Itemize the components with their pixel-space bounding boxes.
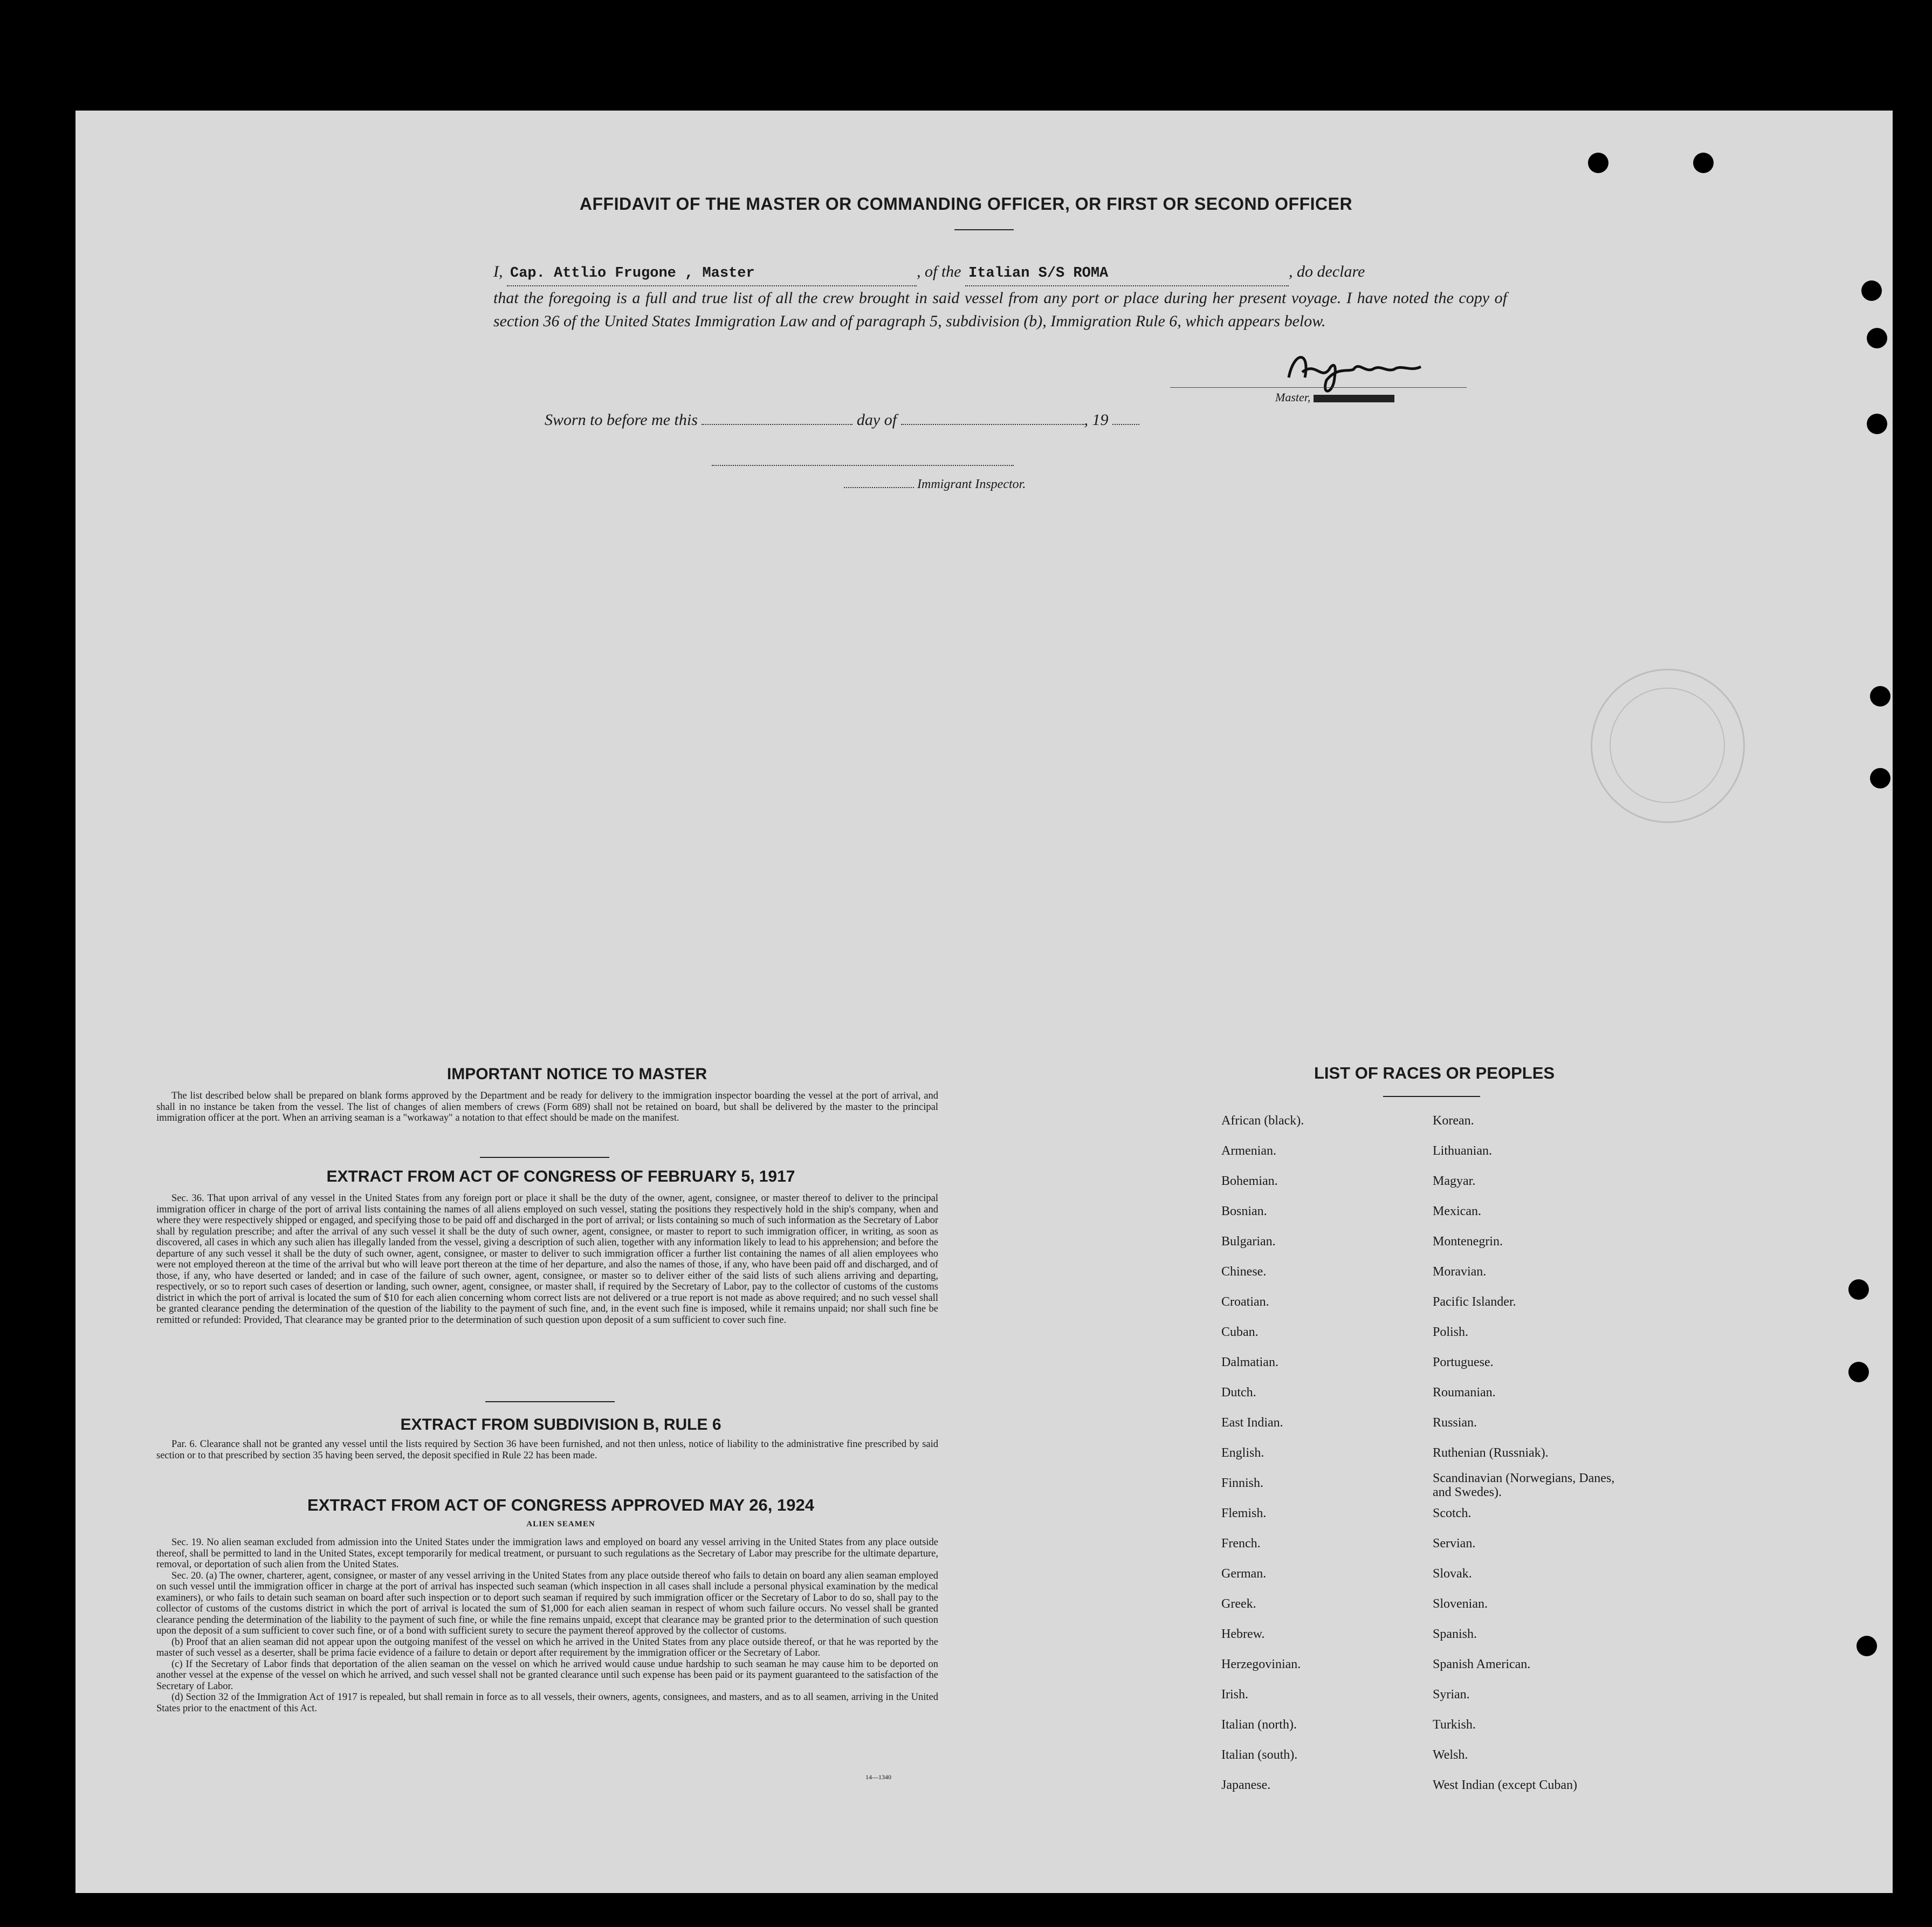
race-right-14: Scotch. bbox=[1433, 1506, 1472, 1520]
extract-rule6-text bbox=[156, 1439, 938, 1461]
pronoun-i: I, bbox=[493, 263, 503, 280]
race-left-8: Cuban. bbox=[1221, 1325, 1259, 1339]
race-left-13: Finnish. bbox=[1221, 1476, 1264, 1490]
race-left-21: Italian (north). bbox=[1221, 1718, 1297, 1732]
race-left-6: Chinese. bbox=[1221, 1265, 1267, 1279]
year-prefix-text: , 19 bbox=[1084, 411, 1109, 429]
extract-1917-paragraph: Sec. 36. That upon arrival of any vessel in the United States from any foreign port or place it shall be the duty of the owner, agent, consignee, or master thereof to deliver to the principal immigration officer in charge of the port of arrival lists containing the names of all aliens employed on such vessel, stating the positions they respectively hold in the ship's company, when and where they were respectively shipped or engaged, and specifying those to be paid off and discharged in the port of arrival; or lists containing so much of such information as the Secretary of Labor shall by regulation prescribe; and after the arrival of any such vessel it shall be the duty of such owner, agent, consignee, or master to report to such immigration officer, in writing, as soon as discovered, all cases in which any such alien has illegally landed from the vessel, giving a description of such alien, together with any information likely to lead to his apprehension; and before the departure of any such vessel it shall be the duty of such owner, agent, consignee, or master to deliver to such immigration officer a further list containing the names of all alien employees who were not employed thereon at the time of the arrival but who will leave port thereon at the time of her departure, and also the names of those, if any, who have been paid off and discharged, and of those, if any, who have deserted or landed; and in case of the failure of such owner, agent, consignee, or master so to deliver either of the said lists of such aliens arriving and departing, respectively, or so to report such cases of desertion or landing, such owner, agent, consignee, or master shall, if required by the Secretary of Labor, pay to the collector of customs of the customs district in which the port of arrival is located the sum of $10 for each alien concerning whom correct lists are not delivered or a true report is not made as above required; and no such vessel shall be granted clearance pending the determination of the question of the liability to the payment of such fine, and, in the event such fine is imposed, while it remains unpaid; nor shall such fine be remitted or refunded: Provided, That clearance may be granted prior to the determination of such question upon deposit of a sum sufficient to cover such fine. bbox=[156, 1193, 938, 1326]
race-left-22: Italian (south). bbox=[1221, 1748, 1298, 1762]
race-left-9: Dalmatian. bbox=[1221, 1355, 1278, 1369]
race-right-6: Moravian. bbox=[1433, 1265, 1487, 1279]
race-right-5: Montenegrin. bbox=[1433, 1235, 1503, 1249]
form-number: 14—1340 bbox=[865, 1773, 891, 1781]
race-right-23: West Indian (except Cuban) bbox=[1433, 1778, 1577, 1792]
binder-hole bbox=[1848, 1362, 1869, 1382]
declare-text: , do declare bbox=[1289, 263, 1365, 280]
race-right-18: Spanish. bbox=[1433, 1627, 1477, 1641]
official-seal-inner-ring bbox=[1610, 688, 1725, 803]
notice-text bbox=[156, 1091, 938, 1124]
race-left-16: German. bbox=[1221, 1567, 1267, 1581]
race-left-5: Bulgarian. bbox=[1221, 1235, 1276, 1249]
race-right-3: Magyar. bbox=[1433, 1174, 1476, 1188]
race-left-15: French. bbox=[1221, 1537, 1261, 1551]
affidavit-body: that the foregoing is a full and true list of all the crew brought in said vessel from any port or place during her present voyage. I have noted the copy of section 36 of the United States Immigration Law and of paragraph 5, subdivision (b), Immigration Rule 6, which appears below. bbox=[493, 289, 1507, 330]
race-right-17: Slovenian. bbox=[1433, 1597, 1488, 1611]
sworn-year-field[interactable] bbox=[1112, 424, 1139, 425]
race-right-20: Syrian. bbox=[1433, 1688, 1470, 1702]
binder-hole bbox=[1870, 768, 1890, 788]
inspector-signature-line[interactable] bbox=[712, 465, 1014, 466]
struck-out-text bbox=[1314, 395, 1394, 402]
section-divider bbox=[485, 1401, 615, 1402]
race-left-2: Armenian. bbox=[1221, 1144, 1276, 1158]
races-title: LIST OF RACES OR PEOPLES bbox=[1314, 1064, 1555, 1082]
extract-1924-sec19: Sec. 19. No alien seaman excluded from admission into the United States under the immigration laws and employed on board any vessel arriving in the United States from any place outside thereof, shall be permitted to land in the United States, except temporarily for medical treatment, or pursuant to such regulations as the Secretary of Labor may prescribe for the ultimate departure, removal, or deportation of such alien from the United States. bbox=[156, 1537, 938, 1570]
extract-1924-sec20a: Sec. 20. (a) The owner, charterer, agent, consignee, or master of any vessel arriving in the United States from any place outside thereof who fails to detain on board any alien seaman employed on such vessel until the immigration officer in charge at the port of arrival has inspected such seaman (which inspection in all cases shall include a personal physical examination by the medical examiners), or who fails to detain such seaman on board after such inspection or to deport such seaman if required by such immigration officer or the Secretary of Labor to do so, shall pay to the collector of customs of the customs district in which the port of arrival is located the sum of $1,000 for each alien seaman in respect of whom such failure occurs. No vessel shall be granted clearance pending the determination of the liability to the payment of such fine, or while the fine remains unpaid, except that clearance may be granted prior to the determination of such question upon the deposit of a sum sufficient to cover such fine, or of a bond with sufficient surety to secure the payment thereof approved by the collector of customs. bbox=[156, 1570, 938, 1636]
extract-1924-sec20d: (d) Section 32 of the Immigration Act of 1917 is repealed, but shall remain in force as to all vessels, their owners, agents, consignees, and masters, and as to all seamen, arriving in the United States prior to the enactment of this Act. bbox=[156, 1692, 938, 1714]
race-left-17: Greek. bbox=[1221, 1597, 1256, 1611]
binder-hole bbox=[1848, 1279, 1869, 1300]
race-left-18: Hebrew. bbox=[1221, 1627, 1265, 1641]
race-right-21: Turkish. bbox=[1433, 1718, 1476, 1732]
race-left-19: Herzegovinian. bbox=[1221, 1657, 1301, 1671]
inspector-name-field[interactable] bbox=[844, 487, 914, 488]
race-right-13: Scandinavian (Norwegians, Danes, and Swedes). bbox=[1433, 1471, 1615, 1499]
race-left-14: Flemish. bbox=[1221, 1506, 1267, 1520]
extract-1917-text bbox=[156, 1193, 938, 1326]
master-name-value: Cap. Attlio Frugone , Master bbox=[510, 265, 755, 282]
notice-title: IMPORTANT NOTICE TO MASTER bbox=[446, 1065, 707, 1083]
race-left-10: Dutch. bbox=[1221, 1386, 1256, 1400]
extract-1924-sec20c: (c) If the Secretary of Labor finds that deportation of the alien seaman on the vessel on which he arrived would cause undue hardship to such seaman he may cause him to be deported on another vessel at the expense of the vessel on which he arrived, and such vessel shall not be granted clearance until such expense has been paid or its payment guaranteed to the satisfaction of the Secretary of Labor. bbox=[156, 1658, 938, 1692]
extract-1924-text bbox=[156, 1537, 938, 1714]
race-right-2: Lithuanian. bbox=[1433, 1144, 1492, 1158]
binder-hole bbox=[1867, 414, 1887, 434]
of-the-text: , of the bbox=[917, 263, 961, 280]
binder-hole bbox=[1867, 328, 1887, 348]
race-right-9: Portuguese. bbox=[1433, 1355, 1494, 1369]
race-right-8: Polish. bbox=[1433, 1325, 1469, 1339]
master-name-field[interactable] bbox=[507, 260, 917, 286]
race-right-10: Roumanian. bbox=[1433, 1386, 1496, 1400]
sworn-line bbox=[545, 411, 1139, 429]
race-left-7: Croatian. bbox=[1221, 1295, 1269, 1309]
extract-1924-sec20b: (b) Proof that an alien seaman did not appear upon the outgoing manifest of the vessel on which he arrived in the United States from any place outside thereof, or that he was reported by the master of such vessel as a deserter, shall be prima facie evidence of a failure to detain or deport after requirement by the immigration officer or the Secretary of Labor. bbox=[156, 1636, 938, 1658]
master-caption bbox=[1275, 390, 1394, 404]
race-right-15: Servian. bbox=[1433, 1537, 1476, 1551]
day-of-text: day of bbox=[856, 411, 897, 429]
race-right-7: Pacific Islander. bbox=[1433, 1295, 1516, 1309]
race-right-12: Ruthenian (Russniak). bbox=[1433, 1446, 1549, 1460]
race-left-4: Bosnian. bbox=[1221, 1204, 1267, 1218]
title-divider bbox=[954, 229, 1014, 230]
section-divider bbox=[480, 1157, 609, 1158]
inspector-caption: Immigrant Inspector. bbox=[917, 477, 1026, 491]
vessel-name-value: Italian S/S ROMA bbox=[968, 265, 1109, 282]
race-right-1: Korean. bbox=[1433, 1114, 1474, 1128]
sworn-text: Sworn to before me this bbox=[545, 411, 698, 429]
notice-paragraph: The list described below shall be prepared on blank forms approved by the Department and be ready for delivery to the immigration inspector boarding the vessel at the port of arrival, and shall in no instance be taken from the vessel. The list of changes of alien members of crews (Form 689) shall not be retained on board, but shall be delivered by the master to the principal immigration officer at the port. When an arriving seaman is a "workaway" a notation to that effect should be made on the manifest. bbox=[156, 1091, 938, 1123]
inspector-line bbox=[844, 477, 1026, 492]
alien-seamen-subtitle: ALIEN SEAMEN bbox=[526, 1520, 595, 1528]
binder-hole bbox=[1693, 153, 1714, 173]
master-caption-text: Master, bbox=[1275, 390, 1311, 404]
binder-hole bbox=[1870, 686, 1890, 707]
vessel-name-field[interactable] bbox=[965, 260, 1289, 286]
race-left-1: African (black). bbox=[1221, 1114, 1304, 1128]
race-left-23: Japanese. bbox=[1221, 1778, 1271, 1792]
sworn-date-field[interactable] bbox=[702, 424, 852, 425]
binder-hole bbox=[1588, 153, 1608, 173]
races-title-divider bbox=[1383, 1096, 1480, 1097]
extract-1917-title: EXTRACT FROM ACT OF CONGRESS OF FEBRUARY 5, 1917 bbox=[326, 1168, 795, 1185]
sworn-month-field[interactable] bbox=[901, 424, 1084, 425]
race-left-12: English. bbox=[1221, 1446, 1264, 1460]
affidavit-title: AFFIDAVIT OF THE MASTER OR COMMANDING OFFICER, OR FIRST OR SECOND OFFICER bbox=[579, 194, 1353, 214]
race-right-19: Spanish American. bbox=[1433, 1657, 1531, 1671]
binder-hole bbox=[1861, 280, 1882, 301]
affidavit-statement bbox=[493, 260, 1507, 333]
extract-rule6-paragraph: Par. 6. Clearance shall not be granted any vessel until the lists required by Section 36 have been furnished, and not then unless, notice of liability to the administrative fine prescribed by said section or to that prescribed by section 35 having been served, the deposit specified in Rule 22 has been made. bbox=[156, 1439, 938, 1461]
race-right-11: Russian. bbox=[1433, 1416, 1477, 1430]
race-right-22: Welsh. bbox=[1433, 1748, 1468, 1762]
binder-hole bbox=[1857, 1636, 1877, 1656]
signature-line bbox=[1170, 387, 1467, 388]
race-right-4: Mexican. bbox=[1433, 1204, 1481, 1218]
race-left-11: East Indian. bbox=[1221, 1416, 1283, 1430]
race-left-3: Bohemian. bbox=[1221, 1174, 1278, 1188]
race-left-20: Irish. bbox=[1221, 1688, 1248, 1702]
extract-rule6-title: EXTRACT FROM SUBDIVISION B, RULE 6 bbox=[400, 1416, 721, 1434]
race-right-16: Slovak. bbox=[1433, 1567, 1472, 1581]
extract-1924-title: EXTRACT FROM ACT OF CONGRESS APPROVED MAY 26, 1924 bbox=[307, 1496, 814, 1514]
